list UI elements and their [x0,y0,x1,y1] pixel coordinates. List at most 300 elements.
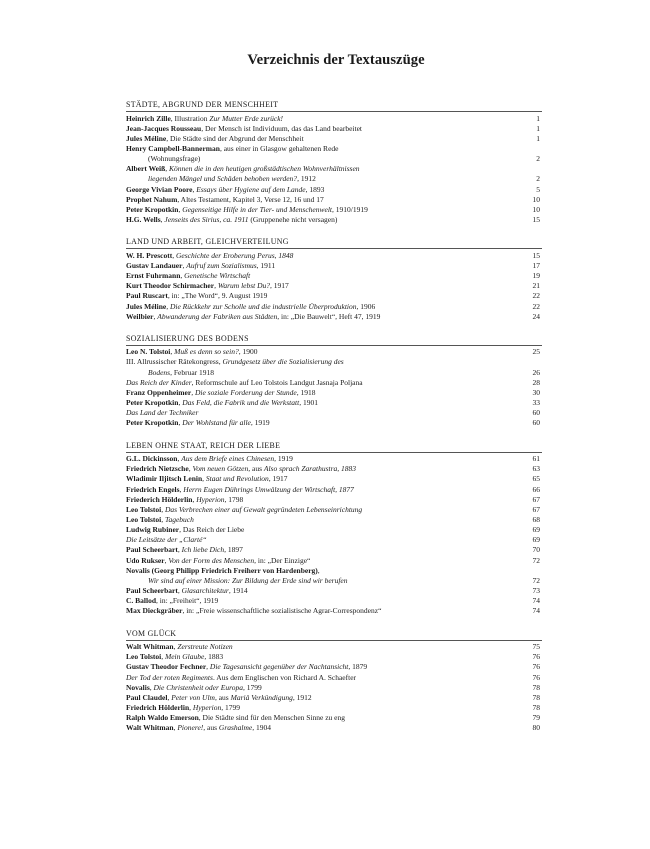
entry-text: , [161,515,165,524]
entry-author: Gustav Theodor Fechner [126,662,207,672]
contents-entry [126,474,542,484]
page-number: 60 [532,418,540,428]
entry-line [126,398,520,408]
entry-author: Peter Kropotkin [126,418,179,428]
entry-work-title: Muß es denn so sein? [174,347,239,357]
page-number: 22 [532,291,540,301]
entry-text: , [164,555,169,565]
page-number: 1 [536,133,540,143]
contents-entry [126,185,542,195]
entry-work-title: Pionere! [177,723,204,733]
entry-line [126,368,520,378]
entry-author: Gustav Landauer [126,260,183,270]
page-number: 67 [532,494,540,504]
entry-text: , [182,260,187,270]
page-number: 79 [532,713,540,723]
entry-text: , 1917 [270,281,289,291]
page-number: 61 [532,454,540,464]
entry-line [126,185,520,195]
entry-line [126,545,520,555]
entry-work-title: Die Christenheit oder Europa [153,682,244,692]
contents-entry [126,114,542,124]
contents-entry [126,683,542,693]
contents-entry [126,418,542,428]
contents-entry [126,652,542,662]
entry-author: Leo Tolstoi [126,515,162,524]
entry-line [126,281,520,291]
entry-text: , [180,271,185,281]
page-number: 2 [536,174,540,184]
contents-section [126,100,542,225]
page-number: 26 [532,367,540,377]
page-number: 21 [532,281,540,291]
entry-author: Friedrich Engels [126,484,180,494]
page-number: 72 [532,555,540,565]
contents-entry [126,378,542,388]
entry-text: , [179,484,184,494]
entry-line [126,144,520,154]
contents-entry [126,703,542,713]
entry-work-title: Jenseits des Sirius, ca. 1911 [164,215,249,225]
page-number: 78 [532,682,540,692]
contents-entry [126,642,542,652]
entry-author: Leo Tolstoi [126,652,162,662]
entry-text: , 1919 [274,454,293,464]
entry-text: , [206,662,210,672]
contents-entry [126,662,542,672]
entry-line [126,693,520,703]
page-number: 15 [532,215,540,225]
entry-work-title: Hyperion [196,494,225,504]
contents-entry [126,673,542,683]
entry-author: Udo Rukser [126,555,165,565]
entry-work-title: Glasarchitektur [181,586,229,596]
contents-entry [126,261,542,271]
entry-author: C. Ballod [126,596,157,606]
entry-author: Franz Oppenheimer [126,387,192,397]
entry-text: , [202,474,206,484]
entry-text: (Wohnungsfrage) [148,154,201,164]
entry-line [126,586,520,596]
entry-text: (Gruppenehe nicht versagen) [248,215,338,225]
entry-text: , [165,164,169,174]
page-number: 69 [532,525,540,535]
page-title: Verzeichnis der Textauszüge [247,52,425,68]
entry-work-title: Staat und Revolution [205,474,269,484]
entry-line [126,215,520,225]
entry-text: , 1911 [256,260,276,270]
page-number: 24 [532,311,540,321]
contents-entry [126,302,542,312]
entry-author: Prophet Nahum [126,194,178,204]
contents-section [126,441,542,617]
entry-line [126,535,520,545]
entry-text: , in: „Freie wissenschaftliche sozialistische Agrar-Correspondenz“ [182,606,382,616]
page-number: 10 [532,204,540,214]
entry-author: Leo N. Tolstoi [126,347,171,357]
page-number: 70 [532,545,540,555]
entry-line [126,154,520,164]
page-number: 69 [532,535,540,545]
entry-work-title: Von der Form des Menschen [168,555,255,565]
entry-work-title: Die Tagesansicht gegenüber der Nachtansicht [209,662,349,672]
entry-line [126,195,520,205]
entry-line [126,302,520,312]
entry-author: Paul Scheerbart [126,545,178,555]
contents-entry [126,713,542,723]
entry-line [126,566,520,576]
table-of-contents [126,52,542,733]
entry-line [126,683,520,693]
entry-author: Ralph Waldo Emerson [126,713,199,723]
entry-work-title: Zur Mutter Erde zurück! [209,113,284,123]
contents-section [126,334,542,429]
entry-text: , 1901 [299,398,318,408]
entry-author: Walt Whitman [126,723,174,733]
entry-text: , [177,545,182,555]
entry-line [126,378,520,388]
entry-author: Ludwig Rubiner [126,525,180,535]
section-heading: LAND UND ARBEIT, GLEICHVERTEILUNG [126,237,542,249]
entry-line [126,164,520,174]
entry-work-title: Warum lebst Du? [217,281,271,291]
entry-author: Jean-Jacques Rousseau [126,123,202,133]
entry-line [126,357,520,367]
page-number: 1 [536,123,540,133]
entry-text: , aus [214,692,231,702]
entry-work-title: Also sprach Zarathustra, 1883 [263,464,356,474]
entry-author: Kurt Theodor Schirmacher [126,281,215,291]
entry-author: Max Dieckgräber [126,606,183,616]
entry-author: Paul Ruscart [126,291,168,301]
contents-entry [126,693,542,703]
entry-text: . Aus dem Englischen von Richard A. Schaefter [212,672,357,682]
entry-work-title: Peter von Ulm [171,692,215,702]
entry-work-title: liegenden Mängel und Schäden behoben werden? [148,174,298,184]
entry-line [126,723,520,733]
entry-line [126,261,520,271]
entry-text: , 1883 [204,652,224,662]
entry-line [126,134,520,144]
entry-line [126,408,520,418]
entry-text: , 1879 [348,662,368,672]
section-heading: VOM GLÜCK [126,629,542,641]
contents-entry [126,495,542,505]
entry-text: , 1918 [296,387,316,397]
entry-author: Paul Claudel [126,692,168,702]
entry-author: Walt Whitman [126,642,174,652]
page-number: 63 [532,464,540,474]
entry-author: Jules Méline [126,133,167,143]
entry-text: , 1906 [356,301,376,311]
entry-work-title: Herrn Eugen Dührings Umwälzung der Wirtschaft, 1877 [183,484,354,494]
entry-work-title: Grashalme [218,723,253,733]
entry-text: , in: „Freiheit“, 1919 [156,596,219,606]
entry-text: , [214,281,218,291]
page-number: 33 [532,398,540,408]
contents-entry [126,505,542,515]
entry-author: Heinrich Zille [126,113,171,123]
entry-line [126,642,520,652]
entry-author: Novalis (Georg Philipp Friedrich Freiherr von Hardenberg) [126,565,318,575]
entry-author: Leo Tolstoi [126,504,162,514]
entry-line [126,703,520,713]
page-number: 78 [532,703,540,712]
entry-author: Peter Kropotkin [126,204,179,214]
contents-entry [126,271,542,281]
contents-entry [126,545,542,555]
page-number: 76 [532,652,540,662]
page-number: 19 [532,271,540,281]
entry-text: , [167,692,172,702]
entry-text: , [188,464,193,474]
entry-line [126,271,520,281]
entry-author: George Vivian Poore [126,184,193,194]
page-number: 17 [532,260,540,270]
entry-line [126,174,520,184]
page-number: 28 [532,377,540,387]
entry-text: , [178,204,183,214]
entry-work-title: Bodens [148,367,171,377]
contents-entry [126,586,542,596]
entry-text: , 1919 [250,418,270,428]
contents-entry [126,205,542,215]
page-number: 74 [532,606,540,616]
entry-work-title: Wir sind auf einer Mission: Zur Bildung der Erde sind wir berufen [148,575,348,585]
entry-text: , [161,504,165,514]
entry-text: , [177,586,182,596]
entry-text: , 1798 [224,494,244,504]
entry-text: , [191,387,195,397]
entry-text: , [173,723,178,733]
contents-entry [126,464,542,474]
section-heading: STÄDTE, ABGRUND DER MENSCHHEIT [126,100,542,112]
entry-work-title: Das Verbrechen einer auf Gewalt gegründeten Lebenseinrichtung [164,504,363,514]
entry-author: Jules Méline [126,301,167,311]
entry-author: Friedrich Nietzsche [126,464,189,474]
entry-work-title: Die Rückkehr zur Scholle und die industrielle Überproduktion [169,301,357,311]
entry-line [126,576,520,586]
entry-text: , 1893 [305,184,325,194]
entry-author: Weilbier [126,311,154,321]
entry-work-title: Mein Glaube [164,652,205,662]
entry-text: , Altes Testament, Kapitel 3, Verse 12, 16 und 17 [177,194,324,204]
entry-text: , Der Mensch ist Individuum, das das Land bearbeitet [201,123,363,133]
entry-text: , [192,184,197,194]
entry-work-title: Grundgesetz über die Sozialisierung des [222,357,344,367]
entry-text: , [178,398,183,408]
entry-line [126,495,520,505]
entry-author: Albert Weiß [126,164,166,174]
contents-entry [126,281,542,291]
entry-work-title: Tagebuch [164,515,194,524]
page-number: 60 [532,408,540,418]
entry-text: , Reformschule auf Leo Tolstois Landgut Jasnaja Poljana [191,377,363,387]
entry-text: , [166,301,170,311]
entry-author: Wladimir Iljitsch Lenin [126,474,203,484]
entry-text: , in: „Der Einzige“ [254,555,311,565]
entry-line [126,515,520,525]
contents-entry [126,606,542,616]
entry-text: III. Allrussischer Rätekongress, [126,357,223,367]
page-number: 65 [532,474,540,484]
entry-line [126,662,520,672]
entry-work-title: Aus dem Briefe eines Chinesen [181,454,275,464]
entry-work-title: Können die in den heutigen großstädtischen Wohnverhältnissen [169,164,360,174]
entry-text: , Die Städte sind für den Menschen Sinne zu eng [198,713,346,723]
contents-entry [126,485,542,495]
entry-line [126,464,520,474]
entry-line [126,596,520,606]
entry-work-title: Geschichte der Eroberung Perus, 1848 [176,250,294,260]
page-number: 78 [532,692,540,702]
entry-line [126,124,520,134]
entry-text: , [170,347,175,357]
entry-text: , [317,565,320,575]
entry-text: , [161,652,165,662]
contents-entry [126,195,542,205]
entry-author: Novalis [126,682,150,692]
entry-work-title: Essays über Hygiene auf dem Lande [196,184,306,194]
section-heading: LEBEN OHNE STAAT, REICH DER LIEBE [126,441,542,453]
contents-entry [126,556,542,566]
entry-text: , [172,250,176,260]
page-number: 2 [536,154,540,164]
entry-text: , aus einer in Glasgow gehaltenen Rede [219,143,339,153]
contents-section [126,237,542,322]
page-number: 67 [532,504,540,514]
entry-text: , Februar 1918 [170,367,215,377]
contents-entry [126,408,542,418]
entry-work-title: Das Reich der Kinder [126,377,192,387]
entry-text: , aus [203,723,219,733]
contents-entry [126,398,542,408]
entry-author: Henry Campbell-Bannerman [126,143,220,153]
entry-text: , in: „The Word“, 9. August 1919 [167,291,268,301]
entry-work-title: Gegenseitige Hilfe in der Tier- und Menschenwelt [182,204,333,214]
page-number: 76 [532,672,540,682]
entry-line [126,652,520,662]
entry-work-title: Vom neuen Götzen [192,464,249,474]
entry-text: , Die Städte sind der Abgrund der Menschheit [166,133,304,143]
entry-text: , Illustration [170,113,210,123]
entry-line [126,251,520,261]
entry-text: , 1912 [297,174,316,184]
contents-section [126,629,542,734]
entry-text: , aus [248,464,264,474]
entry-work-title: Die Leitsätze der „Clarté“ [126,535,207,545]
contents-entry [126,251,542,261]
entry-line [126,388,520,398]
contents-entry [126,144,542,164]
entry-text: , 1799 [221,703,240,712]
page-number: 68 [532,515,540,524]
entry-author: G.L. Dickinsson [126,454,178,464]
entry-text: , [160,215,165,225]
entry-line [126,673,520,683]
entry-line [126,114,520,124]
page-number: 66 [532,484,540,494]
entry-line [126,205,520,215]
entry-text: , [192,494,197,504]
entry-work-title: Der Wohlstand für alle [182,418,251,428]
entry-text: , 1799 [243,682,262,692]
page-number: 73 [532,586,540,596]
entry-text: , [189,703,193,712]
entry-line [126,474,520,484]
entry-line [126,418,520,428]
entry-text: , [173,642,178,652]
page-number: 25 [532,347,540,357]
entry-text: , [153,311,158,321]
contents-entry [126,215,542,225]
entry-text: , 1917 [268,474,288,484]
entry-work-title: Genetische Wirtschaft [184,271,251,281]
page-number: 1 [536,113,540,123]
contents-entry [126,566,542,586]
contents-entry [126,525,542,535]
contents-entry [126,535,542,545]
entry-work-title: Die soziale Forderung der Stunde [194,387,297,397]
entry-line [126,556,520,566]
entry-text: , 1912 [292,692,312,702]
page-number: 75 [532,642,540,652]
entry-work-title: Mariä Verkündigung [230,692,293,702]
contents-list [126,100,542,733]
entry-line [126,606,520,616]
page-number: 80 [532,723,540,733]
contents-entry [126,134,542,144]
entry-text: , [149,682,154,692]
contents-entry [126,312,542,322]
contents-entry [126,388,542,398]
entry-line [126,505,520,515]
entry-line [126,485,520,495]
entry-text: , 1910/1919 [332,204,368,214]
entry-text: , 1904 [252,723,272,733]
entry-author: H.G. Wells [126,215,161,225]
page-number: 72 [532,575,540,585]
entry-text: , 1914 [228,586,248,596]
entry-text: , 1900 [238,347,258,357]
page-number: 76 [532,662,540,672]
entry-author: Friedrich Hölderlin [126,703,190,712]
entry-work-title: Aufruf zum Sozialismus [186,260,257,270]
contents-entry [126,291,542,301]
page-number: 10 [532,194,540,204]
entry-text: , in: „Die Bauwelt“, Heft 47, 1919 [277,311,381,321]
page-number: 74 [532,596,540,606]
entry-line [126,454,520,464]
entry-author: Ernst Fuhrmann [126,271,181,281]
contents-entry [126,124,542,134]
entry-text: , Das Reich der Liebe [179,525,245,535]
contents-entry [126,347,542,357]
page-number: 30 [532,387,540,397]
contents-entry [126,596,542,606]
entry-work-title: Ich liebe Dich [181,545,225,555]
entry-text: , [178,418,183,428]
entry-text: , [177,454,182,464]
entry-work-title: Hyperion [192,703,222,712]
entry-author: Paul Scheerbart [126,586,178,596]
entry-line [126,312,520,322]
entry-author: Friederich Hölderlin [126,494,193,504]
page-number: 5 [536,184,540,194]
entry-author: Peter Kropotkin [126,398,179,408]
entry-work-title: Das Feld, die Fabrik und die Werkstatt [182,398,300,408]
entry-work-title: Abwanderung der Fabriken aus Städten [157,311,278,321]
